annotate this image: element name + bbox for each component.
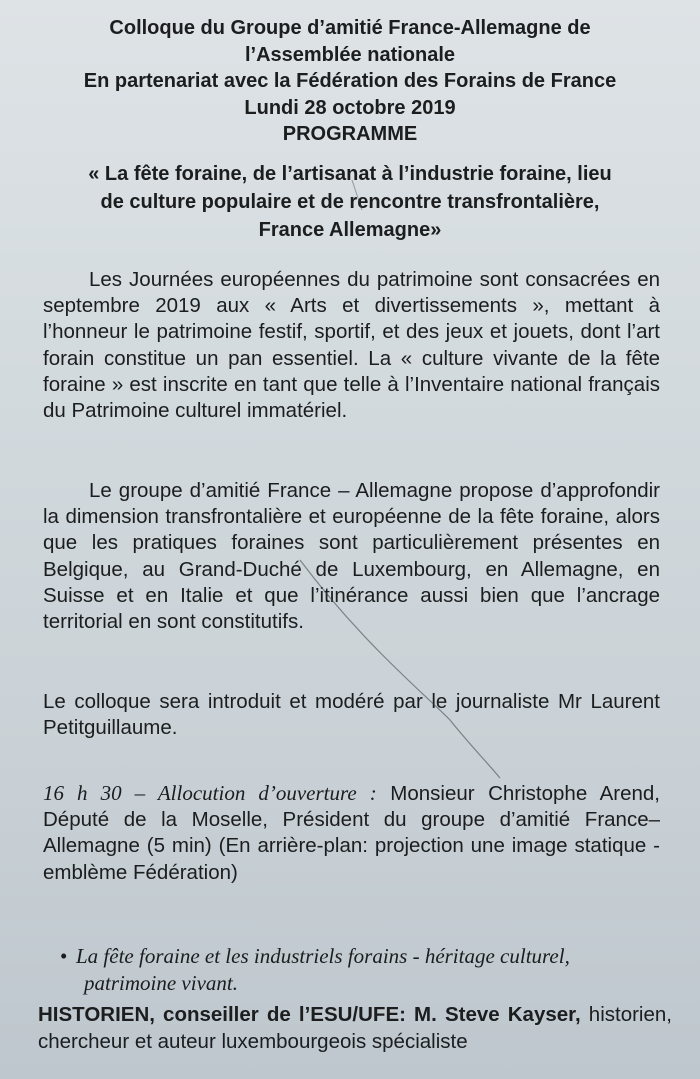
theme-line-3: France Allemagne» xyxy=(258,219,442,241)
programme-item-opening xyxy=(43,780,660,886)
paragraph-moderator xyxy=(43,689,660,741)
colloquium-theme xyxy=(40,160,660,244)
theme-line-1: « La fête foraine, de l’artisanat à l’industrie foraine, lieu xyxy=(88,163,612,185)
session-bullet xyxy=(60,943,674,997)
header-date: Lundi 28 octobre 2019 xyxy=(244,96,456,119)
speaker-historian-text: historien, chercheur et auteur luxembourgeois spécialiste xyxy=(38,1003,672,1053)
header-line-3: En partenariat avec la Fédération des Forains de France xyxy=(83,70,617,92)
programme-item-text: Monsieur Christophe Arend, Député de la Moselle, Président du groupe d’amitié France–Allemagne (5 min) (En arrière-plan: projection une image statique - emblème Fédération) xyxy=(43,782,660,884)
header-line-1: Colloque du Groupe d’amitié France-Allemagne de xyxy=(109,17,591,39)
document-header xyxy=(30,15,670,148)
bullet-symbol: • xyxy=(60,944,68,968)
paragraph-heritage-days-text: Les Journées européennes du patrimoine sont consacrées en septembre 2019 aux « Arts et divertissements », mettant à l’honneur le patrimoine festif, sportif, et des jeux et jouets, dont l’art forain constitue un pan essentiel. La « culture vivante de la fête foraine » est inscrite en tant que telle à l’Inventaire national français du Patrimoine culturel immatériel. xyxy=(43,268,660,423)
theme-line-2: de culture populaire et de rencontre transfrontalière, xyxy=(100,191,600,213)
programme-item-time: 16 h 30 – Allocution d’ouverture : xyxy=(43,781,377,805)
paragraph-friendship-group-text: Le groupe d’amitié France – Allemagne propose d’approfondir la dimension transfrontalière et européenne de la fête foraine, alors que les pratiques foraines sont particulièrement présentes en Belgique, au Grand-Duché de Luxembourg, en Allemagne, en Suisse et en Italie et que l’itinérance aussi bien que l’ancrage territorial en sont constitutifs. xyxy=(43,479,660,634)
speaker-historian-role: HISTORIEN, conseiller de l’ESU/UFE: M. Steve Kayser, xyxy=(38,1003,581,1026)
header-programme: PROGRAMME xyxy=(282,123,418,145)
session-title-line-1: La fête foraine et les industriels forains - héritage culturel, xyxy=(76,944,570,968)
paragraph-friendship-group xyxy=(43,478,660,635)
speaker-historian xyxy=(38,1001,672,1055)
paragraph-moderator-text: Le colloque sera introduit et modéré par le journaliste Mr Laurent Petitguillaume. xyxy=(43,690,660,740)
header-line-2: l’Assemblée nationale xyxy=(244,43,456,66)
session-title-line-2: patrimoine vivant. xyxy=(84,971,238,995)
paragraph-heritage-days xyxy=(43,267,660,424)
